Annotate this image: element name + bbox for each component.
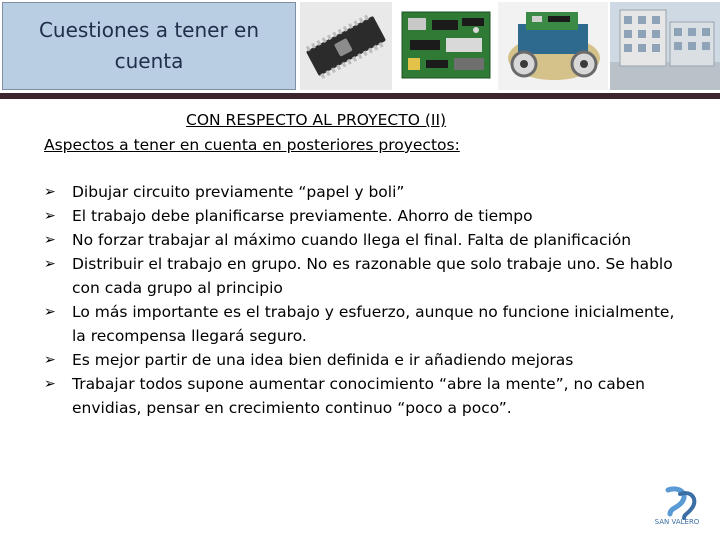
header-divider bbox=[0, 93, 720, 99]
slide-title: Cuestiones a tener en cuenta bbox=[38, 18, 260, 73]
header-banner bbox=[0, 0, 720, 98]
bullet-list bbox=[44, 180, 684, 420]
list-item-text: Dibujar circuito previamente “papel y boli” bbox=[72, 183, 405, 201]
section-subtitle: Aspectos a tener en cuenta en posteriores proyectos: bbox=[44, 136, 460, 154]
list-item bbox=[44, 252, 684, 300]
robot-photo bbox=[498, 2, 608, 90]
title-box bbox=[2, 2, 296, 90]
logo-text: SAN VALERO bbox=[654, 518, 700, 526]
arrow-bullet-icon: ➢ bbox=[44, 304, 56, 320]
list-item-text: Es mejor partir de una idea bien definida e ir añadiendo mejoras bbox=[72, 351, 574, 369]
list-item-text: Lo más importante es el trabajo y esfuerzo, aunque no funcione inicialmente, la recompensa llegará seguro. bbox=[72, 303, 675, 345]
san-valero-logo-icon bbox=[640, 484, 710, 534]
arrow-bullet-icon: ➢ bbox=[44, 184, 56, 200]
building-photo bbox=[610, 2, 720, 90]
list-item bbox=[44, 372, 684, 420]
list-item-text: El trabajo debe planificarse previamente. Ahorro de tiempo bbox=[72, 207, 533, 225]
circuit-board-photo bbox=[396, 2, 496, 90]
chip-photo bbox=[300, 2, 392, 90]
list-item-text: No forzar trabajar al máximo cuando llega el final. Falta de planificación bbox=[72, 231, 632, 249]
arrow-bullet-icon: ➢ bbox=[44, 256, 56, 272]
list-item bbox=[44, 228, 684, 252]
section-title: CON RESPECTO AL PROYECTO (II) bbox=[186, 111, 447, 129]
list-item-text: Distribuir el trabajo en grupo. No es razonable que solo trabaje uno. Se hablo con cada grupo al principio bbox=[72, 255, 673, 297]
arrow-bullet-icon: ➢ bbox=[44, 232, 56, 248]
list-item bbox=[44, 204, 684, 228]
arrow-bullet-icon: ➢ bbox=[44, 208, 56, 224]
list-item bbox=[44, 348, 684, 372]
arrow-bullet-icon: ➢ bbox=[44, 376, 56, 392]
arrow-bullet-icon: ➢ bbox=[44, 352, 56, 368]
list-item-text: Trabajar todos supone aumentar conocimiento “abre la mente”, no caben envidias, pensar en crecimiento continuo “poco a poco”. bbox=[72, 375, 645, 417]
list-item bbox=[44, 300, 684, 348]
list-item bbox=[44, 180, 684, 204]
